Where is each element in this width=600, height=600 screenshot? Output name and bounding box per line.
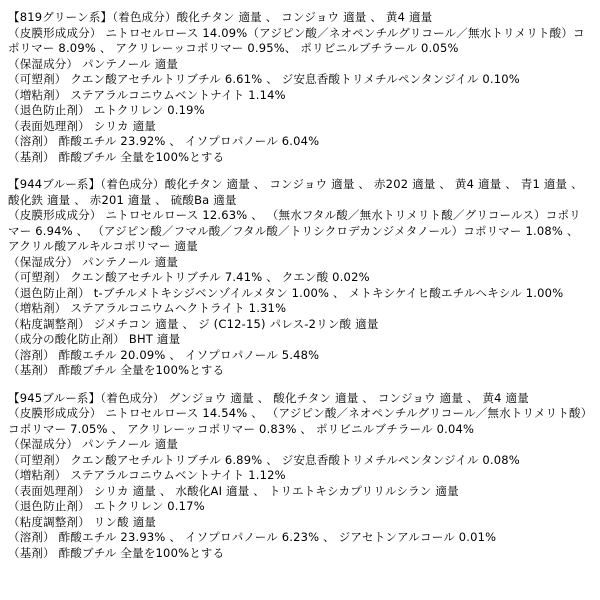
ingredient-line: （基剤） 酢酸ブチル 全量を100%とする [8,363,225,377]
ingredient-block-819-green [8,10,592,165]
ingredient-line: （粘度調整剤） リン酸 適量 [8,514,157,529]
ingredient-line: （増粘剤） ステアラルコニウムベントナイト 1.12% [8,468,286,482]
ingredient-block-945-blue [8,391,592,562]
ingredient-block-944-blue [8,177,592,379]
ingredient-line: （基剤） 酢酸ブチル 全量を100%とする [8,149,225,164]
ingredient-line: （増粘剤） ステアラルコニウムヘクトライト 1.31% [8,301,287,315]
ingredient-line: 【945ブルー系】（着色成分） グンジョウ 適量 、 酸化チタン 適量 、 コンジョウ 適量 、 黄4 適量 [8,390,529,405]
ingredient-line: （退色防止剤） t-ブチルメトキシジベンゾイルメタン 1.00% 、 メトキシケイヒ酸エチルヘキシル 1.00% [8,285,564,300]
ingredient-line: （保湿成分） パンテノール 適量 [8,254,179,269]
ingredient-line: （溶剤） 酢酸エチル 23.92% 、 イソプロパノール 6.04% [8,134,320,148]
ingredient-line: （保湿成分） パンテノール 適量 [8,56,179,71]
ingredient-line: （成分の酸化防止剤） BHT 適量 [8,332,181,346]
ingredient-line: （皮膜形成成分） ニトロセルロース 12.63% 、 （無水フタル酸／無水トリメリト酸／グリコールス）コポリマー 6.94% 、 （アジピン酸／フマル酸／フタル酸／トリシクロデカンジメタノール）コポリマー 1.08% 、 アクリル酸アルキルコポリマー 適量 [8,208,583,253]
ingredient-line: （増粘剤） ステアラルコニウムベントナイト 1.14% [8,87,286,102]
ingredient-line: （皮膜形成成分） ニトロセルロース 14.09%（アジピン酸／ネオペンチルグリコール／無水トリメリト酸）コポリマー 8.09% 、 アクリレーッコポリマー 0.95%、 ポリビニルブチラール 0.05% [8,25,585,55]
ingredient-line: 【944ブルー系】（着色成分）酸化チタン 適量 、 コンジョウ 適量 、 赤202 適量 、 黄4 適量 、 青1 適量 、 酸化鉄 適量 、 赤201 適量 、 硫酸Ba 適量 [8,177,587,207]
ingredient-line: （表面処理剤） シリカ 適量 [8,118,156,133]
ingredient-line: （可塑剤） クエン酸アセチルトリブチル 6.61% 、 ジ安息香酸トリメチルペンタンジイル 0.10% [8,72,520,86]
ingredient-line: （基剤） 酢酸ブチル 全量を100%とする [8,545,225,560]
ingredient-line: （保湿成分） パンテノール 適量 [8,437,179,451]
ingredient-line: （皮膜形成成分） ニトロセルロース 14.54% 、 （アジピン酸／ネオペンチルグリコール／無水トリメリト酸）コポリマー 7.05% 、 アクリレーッコポリマー 0.83% 、 ポリビニルブチラール 0.04% [8,406,587,436]
ingredient-line: 【819グリーン系】（着色成分）酸化チタン 適量 、 コンジョウ 適量 、 黄4 適量 [8,10,433,24]
ingredient-line: （可塑剤） クエン酸アセチルトリブチル 7.41% 、 クエン酸 0.02% [8,270,370,284]
ingredient-line: （退色防止剤） エトクリレン 0.19% [8,103,205,117]
ingredient-line: （可塑剤） クエン酸アセチルトリブチル 6.89% 、 ジ安息香酸トリメチルペンタンジイル 0.08% [8,452,520,467]
ingredient-line: （溶剤） 酢酸エチル 20.09% 、 イソプロパノール 5.48% [8,347,320,362]
ingredient-line: （溶剤） 酢酸エチル 23.93% 、 イソプロパノール 6.23% 、 ジアセトンアルコール 0.01% [8,530,497,544]
ingredient-line: （粘度調整剤） ジメチコン 適量 、 ジ (C12-15) パレス-2リン酸 適量 [8,316,379,331]
ingredient-line: （表面処理剤） シリカ 適量 、 水酸化AI 適量 、 トリエトキシカプリリルシラン 適量 [8,483,459,498]
ingredient-line: （退色防止剤） エトクリレン 0.17% [8,499,205,513]
